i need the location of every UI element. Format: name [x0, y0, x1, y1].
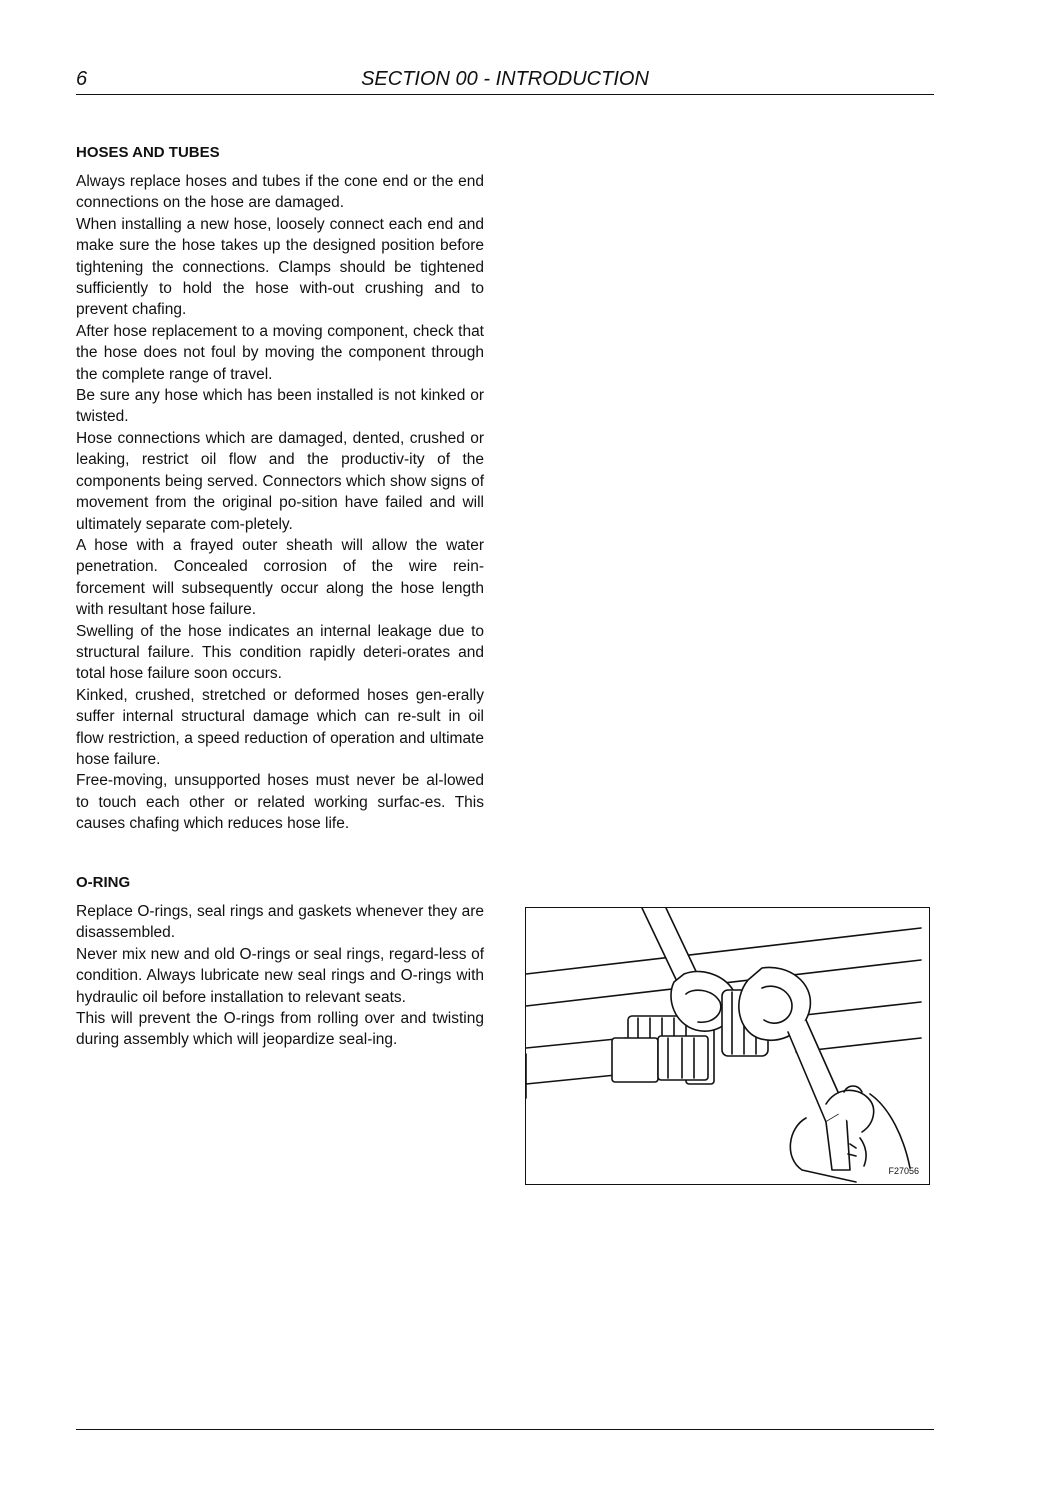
hoses-paragraph: Free-moving, unsupported hoses must never be al-lowed to touch each other or related working surfac-es. This causes chafing which reduces hose life.: [76, 772, 484, 833]
oring-paragraph: This will prevent the O-rings from rolling over and twisting during assembly which will jeopardize seal-ing.: [76, 1010, 484, 1049]
page-number: 6: [76, 68, 88, 90]
oring-paragraph: Replace O-rings, seal rings and gaskets whenever they are disassembled.: [76, 903, 484, 942]
oring-paragraph: Never mix new and old O-rings or seal rings, regard-less of condition. Always lubricate new seal rings and O-rings with hydraulic oil before installation to relevant seats.: [76, 945, 484, 1006]
oring-section: [76, 874, 484, 1051]
hoses-paragraph: Kinked, crushed, stretched or deformed hoses gen-erally suffer internal structural damage which can re-sult in oil flow restriction, a speed reduction of operation and ultimate hose failure.: [76, 686, 484, 768]
hoses-heading: HOSES AND TUBES: [76, 144, 220, 161]
footer-rule: [76, 1429, 934, 1430]
hoses-paragraph: When installing a new hose, loosely connect each end and make sure the hose takes up the designed position before tightening the connections. Clamps should be tightened sufficiently to hold the hose with-out crushing and to prevent chafing.: [76, 215, 484, 319]
hoses-paragraph: Be sure any hose which has been installed is not kinked or twisted.: [76, 387, 484, 426]
hoses-paragraph: Hose connections which are damaged, dented, crushed or leaking, restrict oil flow and the productiv-ity of the components being served. Connectors which show signs of movement from the original po-sition have failed and will ultimately separate com-pletely.: [76, 429, 484, 533]
hoses-paragraph: Swelling of the hose indicates an internal leakage due to structural failure. This condition rapidly deteri-orates and total hose failure soon occurs.: [76, 622, 484, 683]
hoses-paragraph: A hose with a frayed outer sheath will allow the water penetration. Concealed corrosion of the wire rein-forcement will subsequently occur along the hose length with resultant hose failure.: [76, 536, 484, 619]
figure-code: F27056: [888, 1166, 919, 1176]
hoses-section: [76, 144, 484, 835]
wrench-illustration: [526, 908, 930, 1185]
hoses-paragraph: After hose replacement to a moving component, check that the hose does not foul by moving the component through the complete range of travel.: [76, 322, 484, 383]
hose-wrench-figure: [525, 907, 930, 1185]
section-title: SECTION 00 - INTRODUCTION: [361, 68, 649, 90]
hoses-paragraph: Always replace hoses and tubes if the cone end or the end connections on the hose are damaged.: [76, 173, 484, 212]
oring-heading: O-RING: [76, 874, 131, 891]
page-header: [76, 68, 934, 95]
